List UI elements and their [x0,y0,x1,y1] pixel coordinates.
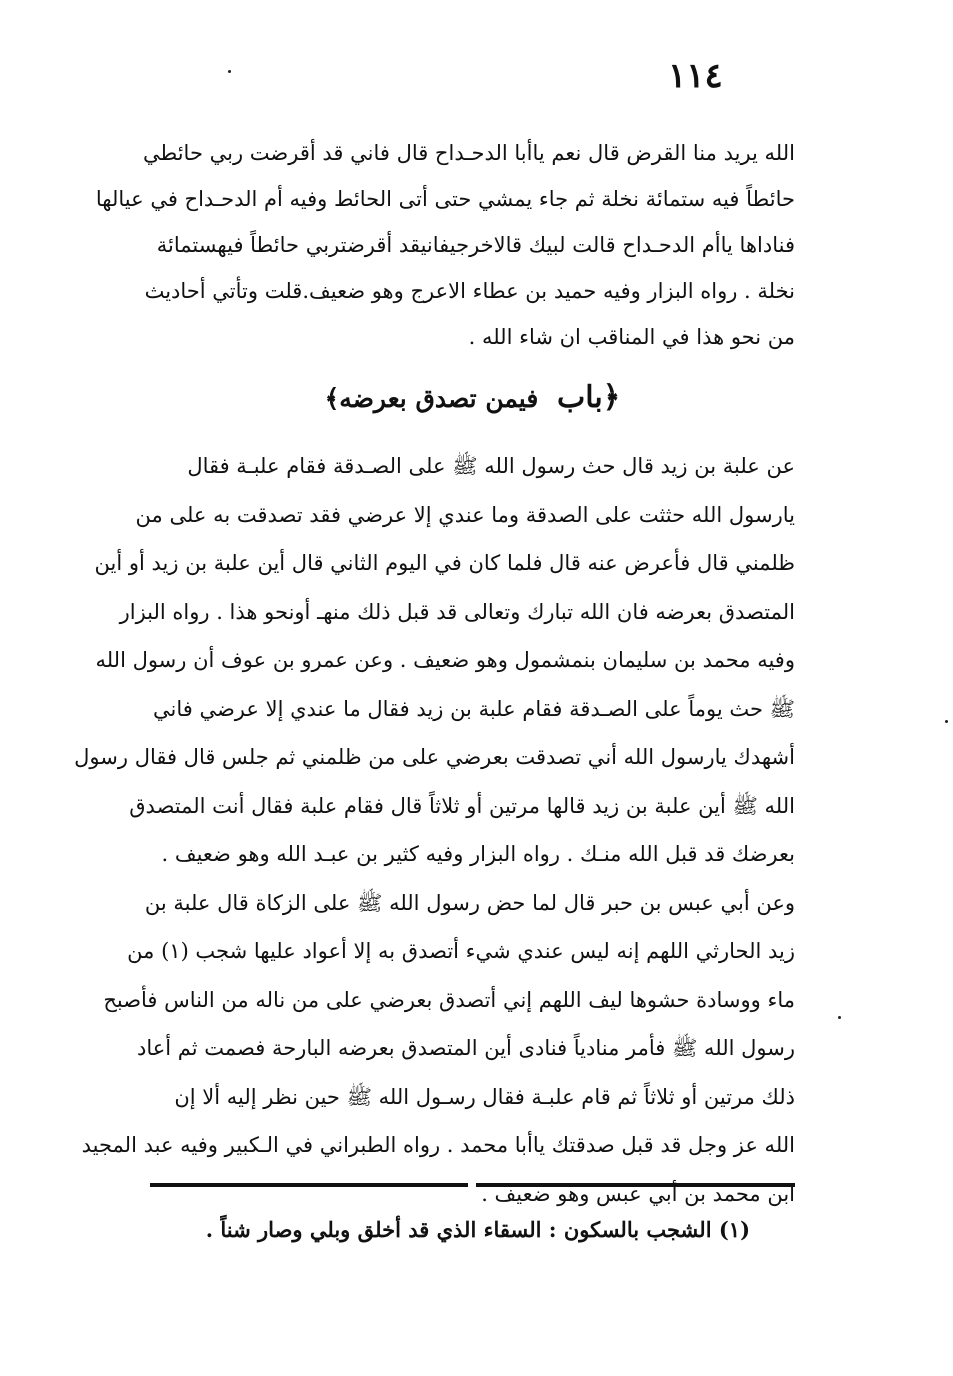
text-line: حائطاً فيه ستمائة نخلة ثم جاء يمشي حتى أتى الحائط وفيه أم الدحـداح في عيالها [95,187,795,211]
text-line: الله ﷺ أين علبة بن زيد قالها مرتين أو ثلاثاً قال فقام علبة فقال أنت المتصدق [129,793,795,818]
text-line: ابن محمد بن أبي عبس وهو ضعيف . [481,1181,795,1206]
continued-paragraph [95,130,795,360]
scan-speck [838,1016,841,1019]
text-line: ﷺ حث يوماً على الصـدقة فقام علبة بن زيد فقال ما عندي إلا عرضي فاني [153,696,795,721]
text-line: الله عز وجل قد قبل صدقتك ياأبا محمد . رواه الطبراني في الـكبير وفيه عبد المجيد [81,1133,795,1157]
page-number: ١١٤ [668,56,723,96]
text-line: نخلة . رواه البزار وفيه حميد بن عطاء الاعرج وهو ضعيف.قلت وتأتي أحاديث [144,279,795,303]
text-line: بعرضك قد قبل الله منـك . رواه البزار وفيه كثير بن عبـد الله وهو ضعيف . [161,842,795,866]
chapter-heading [150,378,795,419]
text-line: فناداها ياأم الدحـداح قالت لبيك قالاخرجيفانيقد أقرضتربي حائطاً فيهستمائة [156,233,795,257]
text-line: رسول الله ﷺ فأمر منادياً فنادى أين المتصدق بعرضه البارحة فصمت ثم أعاد [136,1036,795,1060]
heading-bab-word: ﴿باب [557,380,621,415]
text-line: الله يريد منا القرض قال نعم ياأبا الدحـداح قال فاني قد أقرضت ربي حائطي [142,141,795,165]
text-line: ماء ووسادة حشوها ليف اللهم إني أتصدق بعرضي على من ناله من الناس فأصبح [103,987,795,1012]
heading-title: فيمن تصدق بعرضه﴾ [324,384,539,413]
text-line: أشهدك يارسول الله أني تصدقت بعرضي على من ظلمني ثم جلس قال فقال رسول [74,745,795,769]
scan-speck [228,70,231,73]
main-paragraph [74,442,795,1218]
text-line: من نحو هذا في المناقب ان شاء الله . [468,325,795,349]
text-line: المتصدق بعرضه فان الله تبارك وتعالى قد قبل ذلك منهـ أونحو هذا . رواه البزار [119,599,795,624]
footnote: (١) الشجب بالسكون : السقاء الذي قد أخلق وبلي وصار شناً . [205,1217,750,1242]
text-line: وفيه محمد بن سليمان بنمشمول وهو ضعيف . وعن عمرو بن عوف أن رسول الله [95,648,795,672]
divider-gap [468,1181,476,1189]
text-line: زيد الحارثي اللهم إنه ليس عندي شيء أتصدق به إلا أعواد عليها شجب (١) من [127,939,795,963]
text-line: عن علبة بن زيد قال حث رسول الله ﷺ على الصـدقة فقام علبـة فقال [187,454,795,478]
scan-speck [945,720,948,723]
text-line: وعن أبي عبس بن حبر قال لما حض رسول الله ﷺ على الزكاة قال علبة بن [144,890,795,915]
text-line: يارسول الله حثثت على الصدقة وما عندي إلا عرضي فقد تصدقت به على من [135,502,795,527]
text-line: ظلمني قال فأعرض عنه قال فلما كان في اليوم الثاني قال أين علبة بن زيد أو أين [94,551,795,575]
text-line: ذلك مرتين أو ثلاثاً ثم قام علبـة فقال رسـول الله ﷺ حين نظر إليه ألا إن [174,1084,795,1109]
